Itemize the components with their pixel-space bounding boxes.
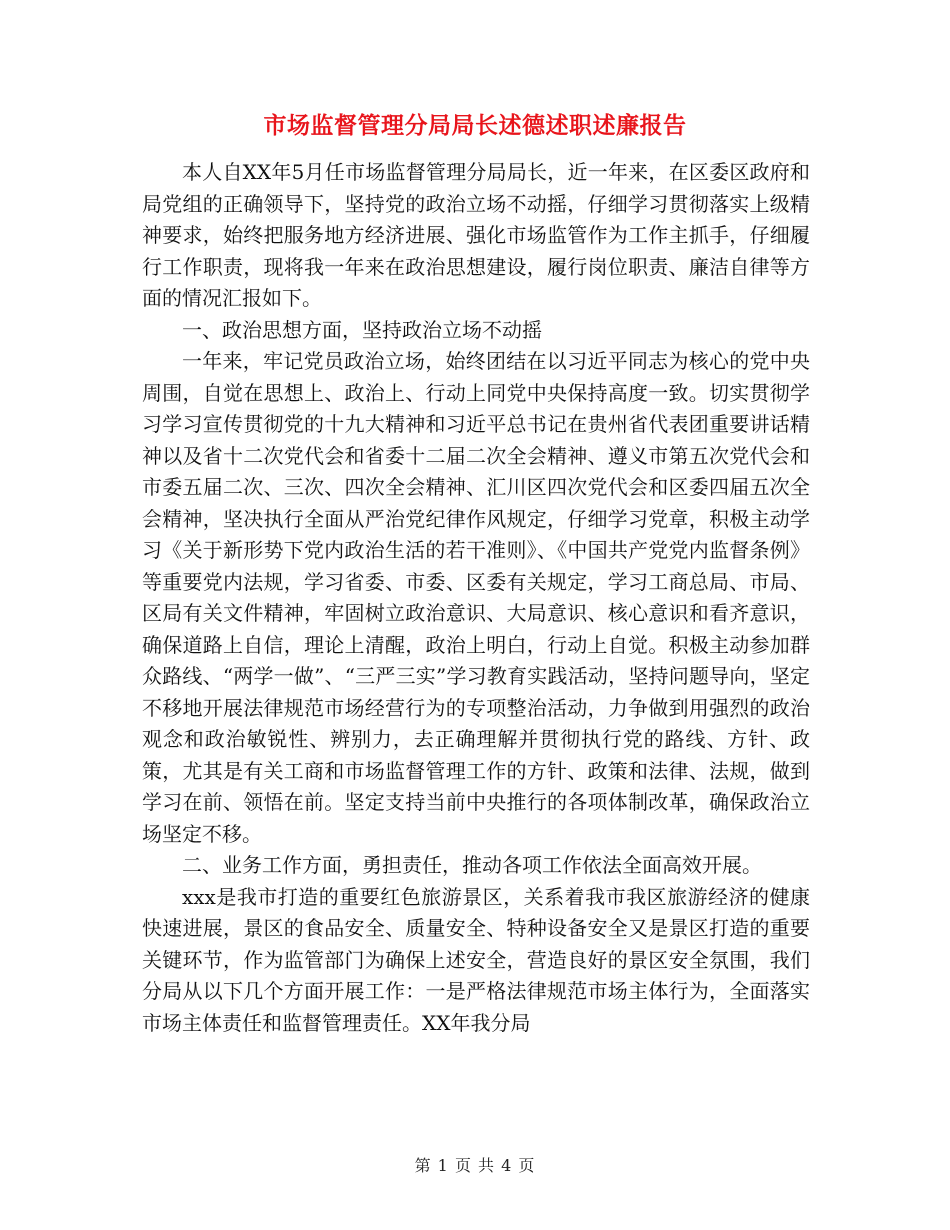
document-body: [142, 157, 810, 1039]
paragraph-business: xxx是我市打造的重要红色旅游景区，关系着我市我区旅游经济的健康快速进展，景区的食品安全、质量安全、特种设备安全又是景区打造的重要关键环节，作为监管部门为确保上述安全，营造良好的景区安全氛围，我们分局从以下几个方面开展工作：一是严格法律规范市场主体行为，全面落实市场主体责任和监督管理责任。XX年我分局: [142, 884, 810, 1035]
section-heading-business: 二、业务工作方面，勇担责任，推动各项工作依法全面高效开展。: [182, 853, 762, 877]
paragraph-intro: 本人自XX年5月任市场监督管理分局局长，近一年来，在区委区政府和局党组的正确领导下，坚持党的政治立场不动摇，仔细学习贯彻落实上级精神要求，始终把服务地方经济进展、强化市场监管作为工作主抓手，仔细履行工作职责，现将我一年来在政治思想建设，履行岗位职责、廉洁自律等方面的情况汇报如下。: [142, 160, 810, 310]
document-title: 市场监督管理分局局长述德述职述廉报告: [263, 112, 687, 139]
page-footer: 第 1 页 共 4 页: [414, 1156, 536, 1175]
section-heading-political: 一、政治思想方面，坚持政治立场不动摇: [182, 317, 542, 342]
paragraph-political: 一年来，牢记党员政治立场，始终团结在以习近平同志为核心的党中央周围，自觉在思想上、政治上、行动上同党中央保持高度一致。切实贯彻学习学习宣传贯彻党的十九大精神和习近平总书记在贵州省代表团重要讲话精神以及省十二次党代会和省委十二届二次全会精神、遵义市第五次党代会和市委五届二次、三次、四次全会精神、汇川区四次党代会和区委四届五次全会精神，坚决执行全面从严治党纪律作风规定，仔细学习党章，积极主动学习《关于新形势下党内政治生活的若干准则》、《中国共产党党内监督条例》等重要党内法规，学习省委、市委、区委有关规定，学习工商总局、市局、区局有关文件精神，牢固树立政治意识、大局意识、核心意识和看齐意识，确保道路上自信，理论上清醒，政治上明白，行动上自觉。积极主动参加群众路线、“两学一做”、“三严三实”学习教育实践活动，坚持问题导向，坚定不移地开展法律规范市场经营行为的专项整治活动，力争做到用强烈的政治观念和政治敏锐性、辨别力，去正确理解并贯彻执行党的路线、方针、政策，尤其是有关工商和市场监督管理工作的方针、政策和法律、法规，做到学习在前、领悟在前。坚定支持当前中央推行的各项体制改革，确保政治立场坚定不移。: [142, 349, 810, 846]
